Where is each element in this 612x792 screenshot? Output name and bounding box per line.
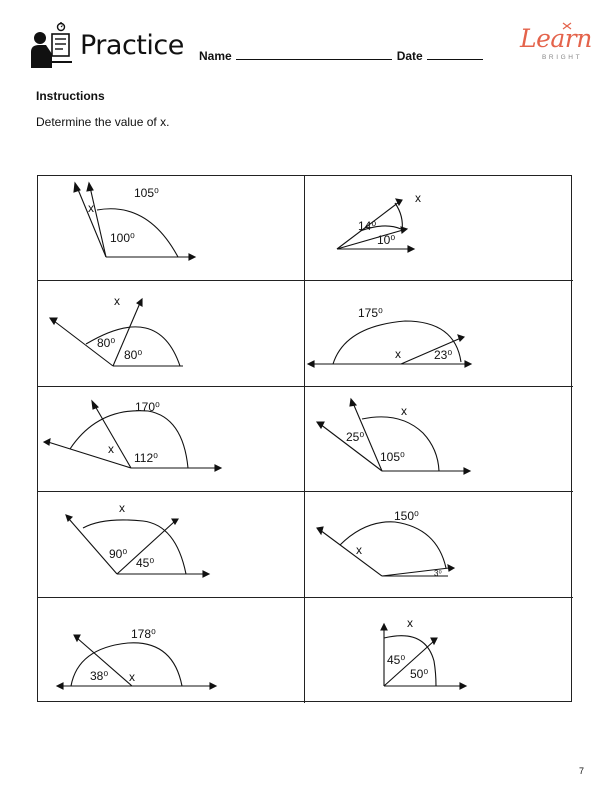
problem-7 <box>38 492 305 597</box>
angle-label: 175⁰ <box>358 306 383 321</box>
name-label: Name <box>199 49 232 63</box>
angle-label: 45⁰ <box>136 556 155 571</box>
angle-label: 10⁰ <box>377 233 396 247</box>
angle-label: 50⁰ <box>410 666 429 681</box>
problem-grid <box>37 175 572 702</box>
angle-label: x <box>395 347 401 362</box>
angle-label: 178⁰ <box>131 626 156 641</box>
angle-label: 14⁰ <box>358 219 377 233</box>
angle-label: x <box>401 403 407 418</box>
problem-6 <box>305 387 573 492</box>
name-blank-line[interactable] <box>236 49 392 60</box>
angle-diagram-4 <box>305 281 573 386</box>
angle-label: 3⁰ <box>434 569 442 579</box>
angle-label: 105⁰ <box>134 186 159 200</box>
instructions-heading: Instructions <box>36 89 105 103</box>
date-blank-line[interactable] <box>427 49 483 60</box>
angle-label: 25⁰ <box>346 429 365 444</box>
problem-9 <box>38 598 305 703</box>
problem-4 <box>305 281 573 386</box>
angle-diagram-5 <box>38 387 305 492</box>
angle-label: 23⁰ <box>434 348 453 363</box>
angle-diagram-3 <box>38 281 305 386</box>
problem-5 <box>38 387 305 492</box>
date-label: Date <box>396 49 423 63</box>
angle-label: 45⁰ <box>387 652 406 667</box>
problem-2 <box>305 176 573 281</box>
angle-label: x <box>119 501 125 516</box>
angle-diagram-10 <box>305 598 573 703</box>
angle-label: 150⁰ <box>394 509 419 524</box>
angle-diagram-7 <box>38 492 305 597</box>
problem-3 <box>38 281 305 386</box>
page-number: 7 <box>579 766 585 776</box>
angle-label: x <box>129 669 135 684</box>
angle-label: 170⁰ <box>135 399 160 414</box>
angle-label: x <box>114 294 120 309</box>
angle-diagram-1 <box>38 176 305 281</box>
angle-label: 80⁰ <box>124 348 143 363</box>
problem-10 <box>305 598 573 703</box>
angle-label: 80⁰ <box>97 336 116 351</box>
logo-subtitle: BRIGHT <box>542 54 583 61</box>
angle-diagram-8 <box>305 492 573 597</box>
angle-label: 112⁰ <box>134 450 158 465</box>
practice-person-icon <box>30 22 74 70</box>
angle-diagram-9 <box>38 598 305 703</box>
angle-label: x <box>356 543 362 558</box>
angle-diagram-6 <box>305 387 573 492</box>
angle-label: x <box>407 615 413 630</box>
problem-8 <box>305 492 573 597</box>
angle-label: 90⁰ <box>109 547 128 562</box>
angle-label: 105⁰ <box>380 449 405 464</box>
angle-label: 38⁰ <box>90 668 109 683</box>
angle-diagram-2 <box>305 176 573 281</box>
problem-1 <box>38 176 305 281</box>
name-date-fields <box>199 49 483 63</box>
angle-label: x <box>88 201 94 215</box>
angle-label: x <box>415 191 421 205</box>
instructions-text: Determine the value of x. <box>36 115 170 129</box>
angle-label: x <box>108 441 114 456</box>
learn-bright-logo <box>520 24 590 68</box>
angle-label: 100⁰ <box>110 231 135 245</box>
page-title: Practice <box>80 30 184 61</box>
logo-word: Learn <box>520 24 592 53</box>
